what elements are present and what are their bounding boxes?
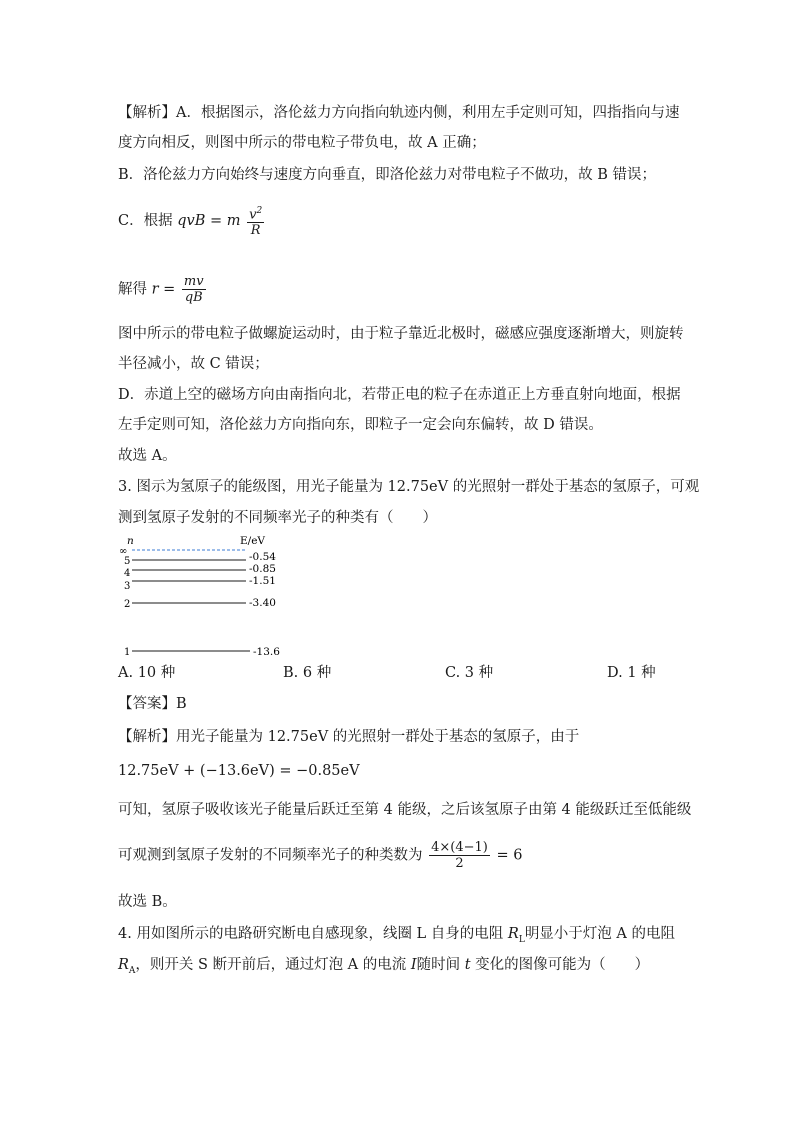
level-3-energy: -1.51 (249, 575, 276, 587)
q4-resistance-a-sub: A (128, 965, 136, 976)
analysis-line-d1: D．赤道上空的磁场方向由南指向北，若带正电的粒子在赤道正上方垂直射向地面，根据 (118, 387, 681, 403)
level-5-energy: -0.54 (249, 551, 276, 563)
analysis-line-b: B．洛伦兹力方向始终与速度方向垂直，即洛伦兹力对带电粒子不做功，故 B 错误； (118, 167, 657, 183)
option-b: B. 6 种 (283, 665, 332, 681)
q4-line1-b: 明显小于灯泡 A 的电阻 (524, 926, 676, 942)
option-c: C. 3 种 (445, 665, 494, 681)
analysis-line-d2: 左手定则可知，洛伦兹力方向指向东，即粒子一定会向东偏转，故 D 错误。 (118, 417, 603, 433)
q4-time-symbol: t (464, 957, 471, 973)
analysis-3-line-3 (118, 840, 522, 871)
level-inf-n: ∞ (119, 546, 128, 557)
level-1-energy: -13.6 (253, 646, 280, 658)
analysis-3-line-1: 【解析】用光子能量为 12.75eV 的光照射一群处于基态的氢原子，由于 (118, 729, 580, 745)
count-prefix: 可观测到氢原子发射的不同频率光子的种类数为 (118, 847, 423, 864)
eq-c-exponent: 2 (256, 206, 263, 216)
energy-equation: 12.75eV + (−13.6eV) = −0.85eV (118, 763, 360, 779)
answer-line: 【答案】B (118, 696, 187, 712)
level-4-energy: -0.85 (249, 563, 276, 575)
energy-level-diagram (116, 531, 306, 659)
analysis-3-choose: 故选 B。 (118, 894, 177, 910)
option-a: A. 10 种 (118, 665, 176, 681)
level-4-n: 4 (124, 568, 131, 579)
q4-line2-c: 随时间 (416, 957, 465, 973)
question-4-line-1 (118, 924, 675, 950)
option-d: D. 1 种 (607, 665, 656, 681)
analysis-line-a2: 度方向相反，则图中所示的带电粒子带负电，故 A 正确； (118, 135, 486, 151)
analysis-3-line-2: 可知，氢原子吸收该光子能量后跃迁至第 4 能级，之后该氢原子由第 4 能级跃迁至低能级 (118, 802, 692, 818)
count-fraction (429, 840, 490, 871)
analysis-line-c2b: 半径减小，故 C 错误； (118, 356, 269, 372)
count-result: = 6 (496, 847, 523, 864)
eq-r-numerator: mv (183, 274, 204, 289)
n-axis-label: n (127, 535, 134, 547)
q4-line2-b: ，则开关 S 断开前后，通过灯泡 A 的电流 (135, 957, 411, 973)
eq-c-denominator: R (250, 223, 261, 239)
q4-line2-d: 变化的图像可能为（ ） (470, 957, 650, 973)
question-3-line-1: 3. 图示为氢原子的能级图，用光子能量为 12.75eV 的光照射一群处于基态的氢原子，可观 (118, 479, 700, 495)
level-5-n: 5 (124, 556, 131, 567)
question-4-line-2 (118, 955, 649, 981)
q4-resistance-a-symbol: R (118, 957, 129, 973)
q4-resistance-l-symbol: R (507, 926, 519, 942)
equation-lorentz-left: qvB = m (177, 213, 241, 230)
q4-current-symbol: I (410, 957, 417, 973)
analysis-line-solve (118, 274, 208, 305)
q4-resistance-l-sub: L (518, 934, 525, 945)
analysis-line-a1: 【解析】A．根据图示，洛伦兹力方向指向轨迹内侧，利用左手定则可知，四指指向与速 (118, 105, 680, 121)
line-c-prefix: C．根据 (118, 213, 173, 230)
analysis-choose: 故选 A。 (118, 448, 177, 464)
q4-line1-a: 4. 用如图所示的电路研究断电自感现象，线圈 L 自身的电阻 (118, 926, 508, 942)
analysis-line-c2a: 图中所示的带电粒子做螺旋运动时，由于粒子靠近北极时，磁感应强度逐渐增大，则旋转 (118, 326, 684, 342)
eq-c-numerator: v (249, 207, 257, 223)
eq-r-denominator: qB (184, 290, 203, 305)
energy-axis-label: E/eV (240, 535, 265, 547)
solve-prefix: 解得 (118, 281, 147, 298)
level-2-n: 2 (124, 599, 131, 610)
equation-radius-left: r = (151, 281, 176, 298)
level-2-energy: -3.40 (249, 597, 276, 609)
level-1-n: 1 (124, 647, 131, 658)
equation-lorentz-fraction (247, 204, 264, 238)
analysis-line-c (118, 204, 266, 238)
count-denominator: 2 (455, 856, 464, 871)
level-3-n: 3 (124, 581, 131, 592)
equation-radius-fraction (182, 274, 206, 305)
question-3-line-2: 测到氢原子发射的不同频率光子的种类有（ ） (118, 510, 437, 526)
count-numerator: 4×(4−1) (431, 840, 488, 855)
